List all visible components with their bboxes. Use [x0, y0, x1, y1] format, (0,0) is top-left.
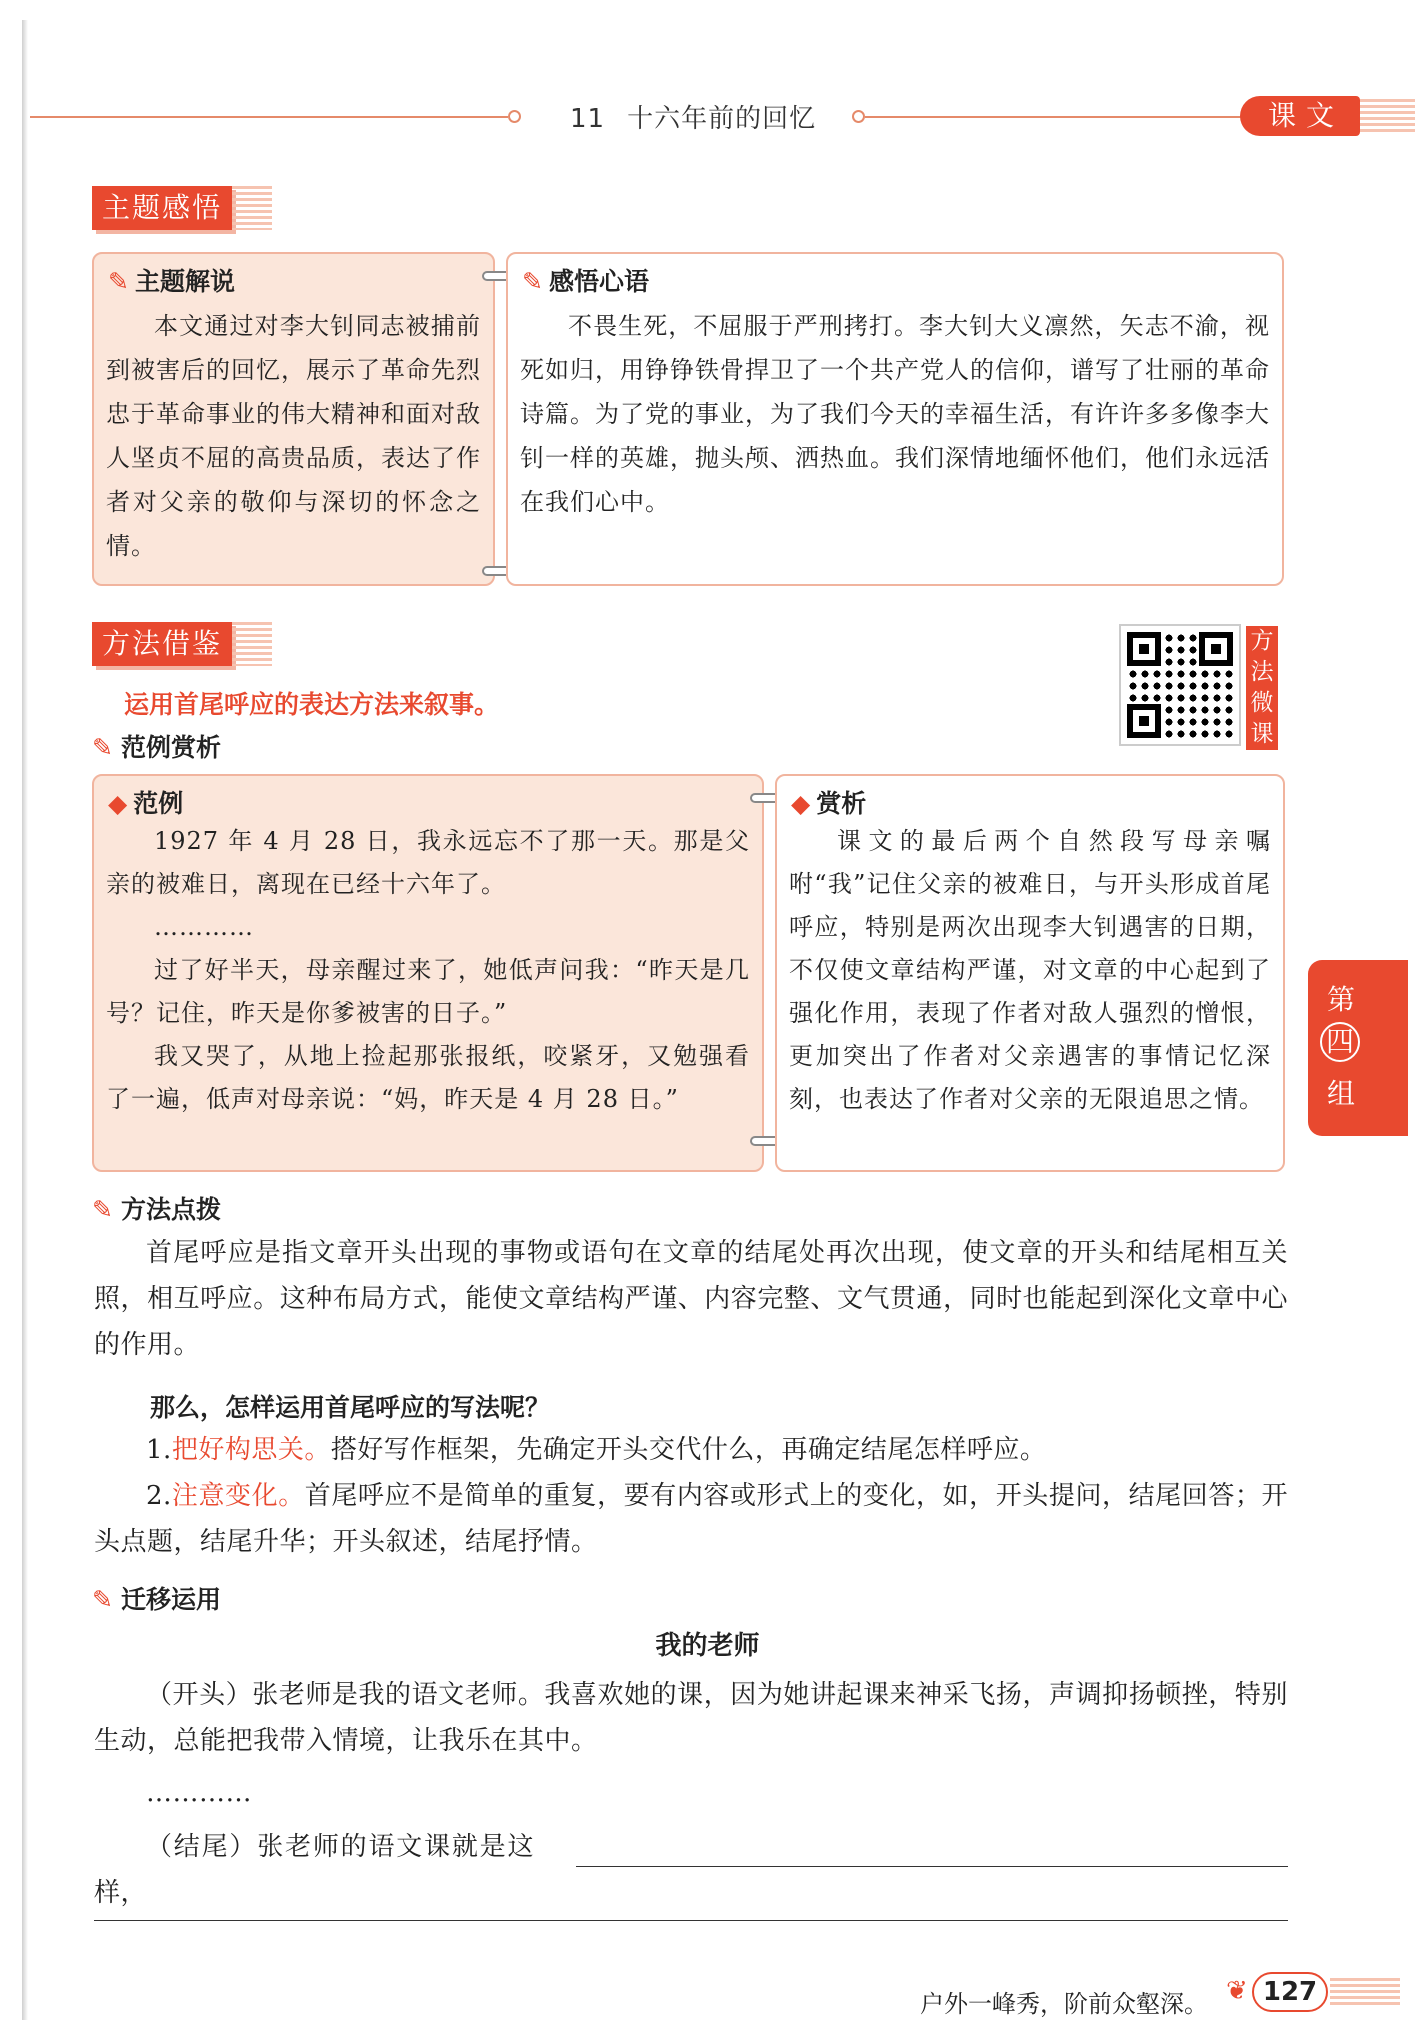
- tips-paragraph: [94, 1230, 1288, 1368]
- label-stripes: [232, 186, 272, 230]
- diamond-icon: ◆: [791, 789, 811, 818]
- point-2-key: 注意变化。: [171, 1481, 305, 1511]
- header-stripes: [1360, 99, 1415, 133]
- method-section-label: [92, 622, 232, 666]
- point-1: [94, 1427, 1288, 1473]
- theme-explanation-box: [92, 252, 495, 586]
- analysis-box-body: [789, 820, 1271, 1121]
- section-tag: 课文: [1240, 96, 1360, 136]
- side-tab-number: 四: [1320, 1022, 1360, 1062]
- point-2-number: 2.: [146, 1481, 172, 1511]
- pen-icon: ✎: [92, 1585, 113, 1614]
- page-number: 127: [1252, 1972, 1328, 2012]
- theme-section-label: [92, 186, 232, 230]
- theme-explanation-body: [106, 304, 481, 568]
- header-circle-right: [852, 110, 865, 123]
- header-rule-right: [865, 116, 1245, 118]
- example-box-body: [106, 820, 750, 1121]
- side-tab-bottom: 组: [1326, 1077, 1355, 1110]
- example-ellipsis: …………: [154, 913, 254, 941]
- example-paragraph-1: 1927 年 4 月 28 日，我永远忘不了那一天。那是父亲的被难日，离现在已经十六年了。: [106, 827, 750, 898]
- leaf-icon: ❦: [1226, 1976, 1248, 2006]
- example-paragraph-2: 过了好半天，母亲醒过来了，她低声问我：“昨天是几号？记住，昨天是你爹被害的日子。”: [106, 956, 750, 1027]
- theme-section-label-text: 主题感悟: [102, 191, 223, 224]
- lesson-number: 11: [570, 104, 606, 134]
- qr-finder: [1127, 704, 1161, 738]
- qr-finder: [1127, 632, 1161, 666]
- essay-ellipsis: [94, 1770, 1288, 1816]
- answer-line-2[interactable]: [94, 1920, 1288, 1921]
- analysis-box-heading: [791, 784, 866, 820]
- essay-opening-text: （开头）张老师是我的语文老师。我喜欢她的课，因为她讲起课来神采飞扬，声调抑扬顿挫，特别生动，总能把我带入情境，让我乐在其中。: [94, 1680, 1288, 1756]
- analysis-box-title: 赏析: [816, 789, 867, 818]
- footer-stripes: [1330, 1978, 1400, 2008]
- method-subtitle: 运用首尾呼应的表达方法来叙事。: [124, 690, 500, 719]
- theme-explanation-heading: [108, 262, 235, 298]
- point-1-number: 1.: [146, 1435, 172, 1465]
- side-tab-top: 第: [1326, 983, 1355, 1016]
- qr-code[interactable]: [1121, 626, 1239, 744]
- method-question: 那么，怎样运用首尾呼应的写法呢？: [150, 1393, 551, 1422]
- point-2: [94, 1473, 1288, 1565]
- example-paragraph-3: 我又哭了，从地上捡起那张报纸，咬紧牙，又勉强看了一遍，低声对母亲说：“妈，昨天是 4 月 28 日。”: [106, 1042, 750, 1113]
- point-1-text: 搭好写作框架，先确定开头交代什么，再确定结尾怎样呼应。: [330, 1435, 1047, 1465]
- method-section-label-text: 方法借鉴: [102, 627, 223, 660]
- essay-ellipsis-text: …………: [146, 1778, 252, 1808]
- practice-heading: [92, 1580, 221, 1616]
- essay-closing-text: （结尾）张老师的语文课就是这样，: [94, 1832, 534, 1908]
- example-box-title: 范例: [133, 789, 184, 818]
- header-rule-left: [30, 116, 508, 118]
- reflection-text: 不畏生死，不屈服于严刑拷打。李大钊大义凛然，矢志不渝，视死如归，用铮铮铁骨捍卫了一个共产党人的信仰，谱写了壮丽的革命诗篇。为了党的事业，为了我们今天的幸福生活，有许许多多像李大钊一样的英雄，抛头颅、洒热血。我们深情地缅怀他们，他们永远活在我们心中。: [520, 312, 1270, 516]
- point-1-key: 把好构思关。: [171, 1435, 331, 1465]
- tips-text: 首尾呼应是指文章开头出现的事物或语句在文章的结尾处再次出现，使文章的开头和结尾相互关照，相互呼应。这种布局方式，能使文章结构严谨、内容完整、文气贯通，同时也能起到深化文章中心的作用。: [94, 1238, 1288, 1360]
- page-header: [30, 96, 1380, 136]
- lesson-title: [570, 98, 816, 135]
- unit-side-tab[interactable]: [1308, 960, 1408, 1136]
- lesson-name: 十六年前的回忆: [627, 104, 817, 134]
- reflection-box: [506, 252, 1284, 586]
- essay-title: 我的老师: [655, 1631, 760, 1661]
- tips-heading-text: 方法点拨: [120, 1195, 221, 1224]
- essay-opening: [94, 1672, 1288, 1764]
- analysis-box: [775, 774, 1285, 1172]
- theme-explanation-text: 本文通过对李大钊同志被捕前到被害后的回忆，展示了革命先烈忠于革命事业的伟大精神和面对敌人坚贞不屈的高贵品质，表达了作者对父亲的敬仰与深切的怀念之情。: [106, 312, 481, 560]
- label-stripes: [232, 622, 272, 666]
- example-box-heading: [108, 784, 183, 820]
- reflection-heading: [522, 262, 649, 298]
- header-circle-left: [508, 110, 521, 123]
- micro-lesson-tag: 方法微课: [1246, 626, 1278, 750]
- qr-finder: [1199, 632, 1233, 666]
- pen-icon: ✎: [522, 267, 543, 296]
- practice-heading-text: 迁移运用: [120, 1585, 221, 1614]
- theme-explanation-title: 主题解说: [134, 267, 235, 296]
- essay-closing: [94, 1824, 534, 1916]
- reflection-title: 感悟心语: [548, 267, 649, 296]
- pen-icon: ✎: [108, 267, 129, 296]
- point-2-text: 首尾呼应不是简单的重复，要有内容或形式上的变化，如，开头提问，结尾回答；开头点题，结尾升华；开头叙述，结尾抒情。: [94, 1481, 1288, 1557]
- analysis-text: 课文的最后两个自然段写母亲嘱咐“我”记住父亲的被难日，与开头形成首尾呼应，特别是两次出现李大钊遇害的日期，不仅使文章结构严谨，对文章的中心起到了强化作用，表现了作者对敌人强烈的憎恨，更加突出了作者对父亲遇害的事情记忆深刻，也表达了作者对父亲的无限追思之情。: [789, 827, 1271, 1113]
- book-spine-shadow: [22, 20, 28, 2020]
- example-box: [92, 774, 764, 1172]
- diamond-icon: ◆: [108, 789, 128, 818]
- reflection-body: [520, 304, 1270, 524]
- answer-line-1[interactable]: [576, 1866, 1288, 1867]
- footer-quote: 户外一峰秀，阶前众壑深。: [920, 1990, 1208, 2018]
- tips-heading: [92, 1190, 221, 1226]
- pen-icon: ✎: [92, 1195, 113, 1224]
- example-heading-text: 范例赏析: [120, 733, 221, 762]
- example-heading: [92, 728, 221, 764]
- pen-icon: ✎: [92, 733, 113, 762]
